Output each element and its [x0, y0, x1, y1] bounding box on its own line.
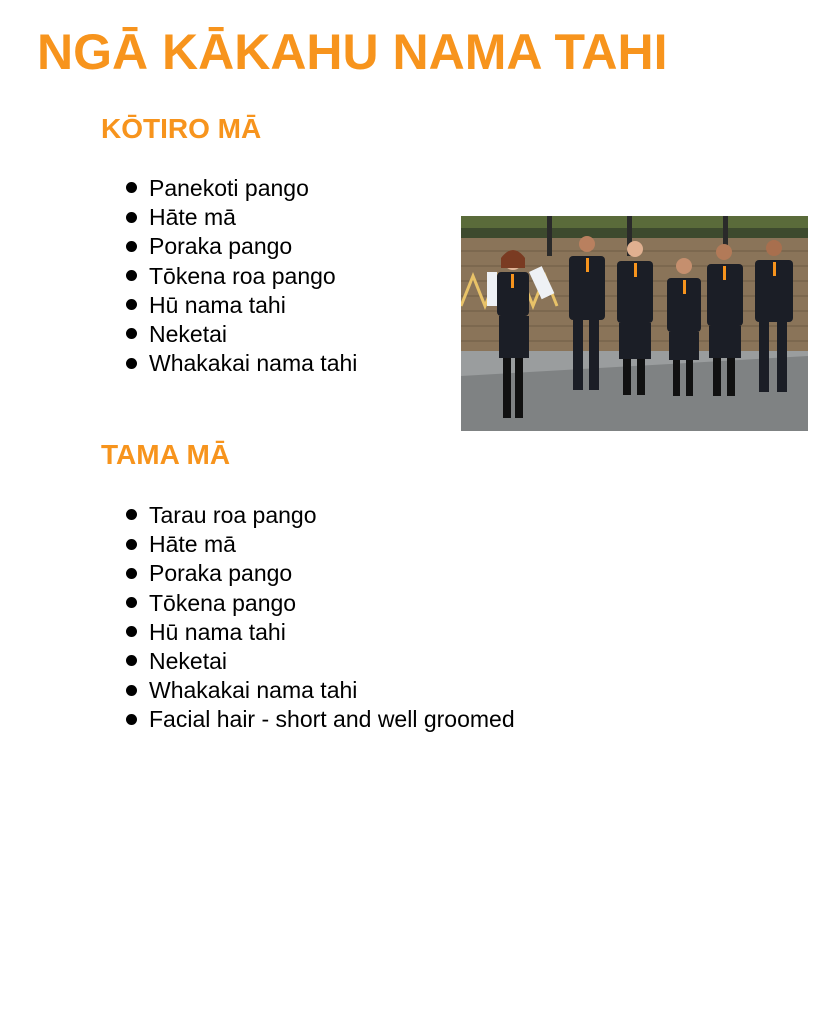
bullet-icon [126, 714, 137, 725]
list-item: Poraka pango [126, 559, 515, 588]
bullet-icon [126, 299, 137, 310]
bullet-icon [126, 626, 137, 637]
list-item: Tarau roa pango [126, 501, 515, 530]
list-item: Tōkena roa pango [126, 262, 357, 291]
bullet-icon [126, 539, 137, 550]
bullet-icon [126, 328, 137, 339]
list-item: Tōkena pango [126, 589, 515, 618]
bullet-icon [126, 241, 137, 252]
bullet-icon [126, 568, 137, 579]
section-heading-tama: TAMA MĀ [101, 439, 231, 470]
bullet-icon [126, 685, 137, 696]
bullet-icon [126, 212, 137, 223]
list-item: Poraka pango [126, 232, 357, 261]
list-item: Facial hair - short and well groomed [126, 705, 515, 734]
kotiro-uniform-list [126, 174, 357, 378]
list-item: Hāte mā [126, 203, 357, 232]
list-item: Hū nama tahi [126, 291, 357, 320]
list-item: Hāte mā [126, 530, 515, 559]
bullet-icon [126, 270, 137, 281]
tama-uniform-list [126, 501, 515, 735]
page-title: NGĀ KĀKAHU NAMA TAHI [37, 24, 668, 80]
section-heading-kotiro: KŌTIRO MĀ [101, 113, 262, 144]
bullet-icon [126, 655, 137, 666]
list-item: Neketai [126, 320, 357, 349]
bullet-icon [126, 182, 137, 193]
bullet-icon [126, 509, 137, 520]
list-item: Whakakai nama tahi [126, 676, 515, 705]
list-item: Hū nama tahi [126, 618, 515, 647]
list-item: Panekoti pango [126, 174, 357, 203]
list-item: Neketai [126, 647, 515, 676]
students-in-uniform-photo [461, 216, 808, 431]
bullet-icon [126, 597, 137, 608]
bullet-icon [126, 358, 137, 369]
list-item: Whakakai nama tahi [126, 349, 357, 378]
